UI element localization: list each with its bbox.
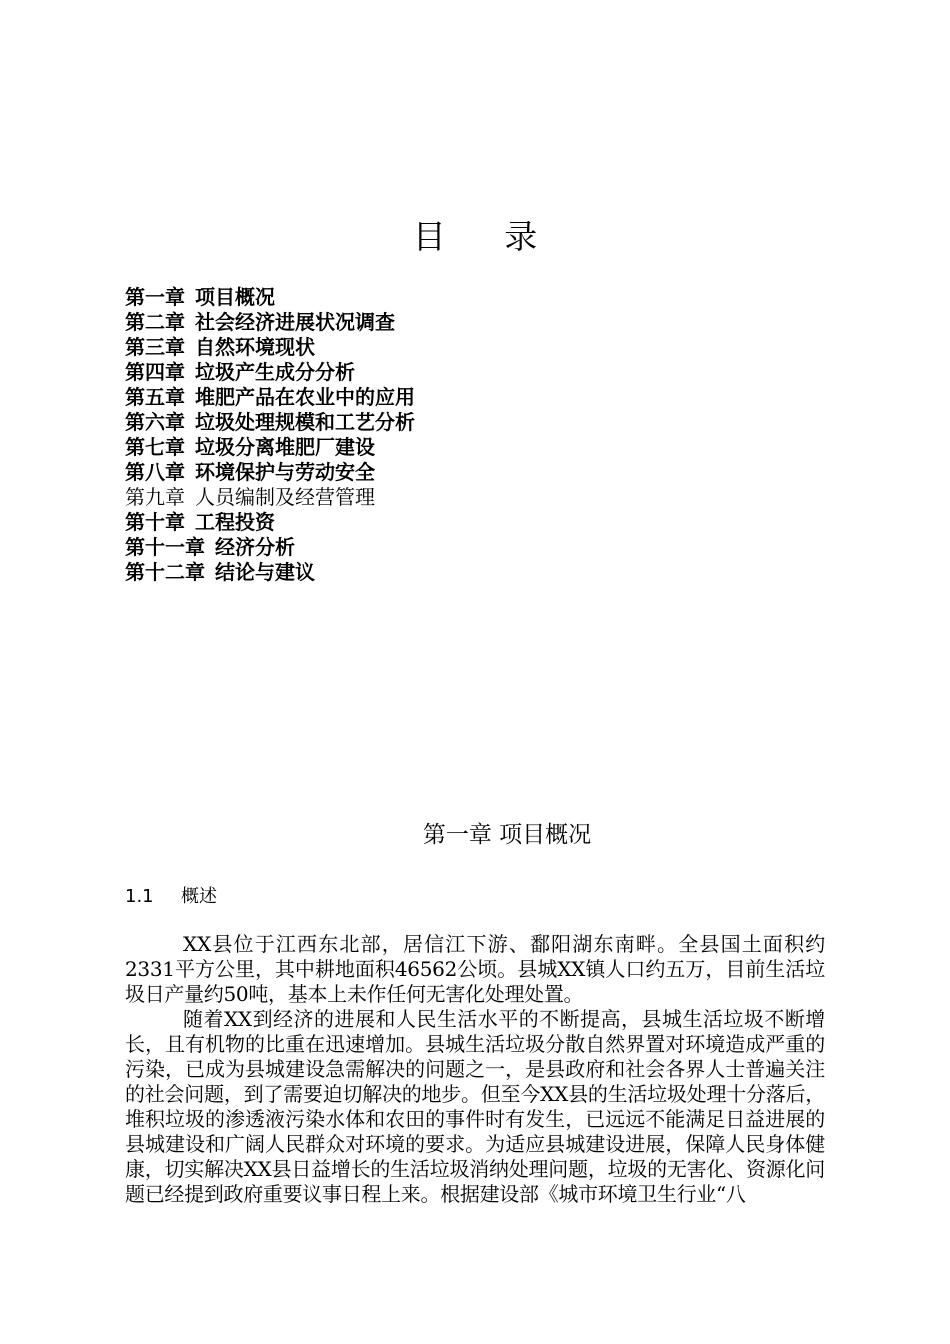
- toc-item: [125, 435, 415, 460]
- toc-item-number: 第八章: [125, 460, 185, 484]
- toc-item-number: 第六章: [125, 410, 185, 434]
- body-text: [125, 932, 825, 1207]
- toc-item-label: 经济分析: [215, 535, 295, 559]
- toc-item: [125, 510, 415, 535]
- paragraph: XX县位于江西东北部，居信江下游、鄱阳湖东南畔。全县国土面积约2331平方公里，其中耕地面积46562公顷。县城XX镇人口约五万，目前生活垃圾日产量约50吨，基本上未作任何无害化处理处置。: [125, 932, 825, 1006]
- toc-item: [125, 410, 415, 435]
- toc-item-number: 第十一章: [125, 535, 205, 559]
- toc-item-label: 项目概况: [195, 285, 275, 309]
- toc-item: [125, 460, 415, 485]
- toc-item-number: 第九章: [125, 485, 185, 509]
- toc-item-label: 工程投资: [195, 510, 275, 534]
- toc-item: [125, 335, 415, 360]
- paragraph: 随着XX到经济的进展和人民生活水平的不断提高，县城生活垃圾不断增长，且有机物的比重在迅速增加。县城生活垃圾分散自然界置对环境造成严重的污染，已成为县城建设急需解决的问题之一，是县政府和社会各界人士普遍关注的社会问题，到了需要迫切解决的地步。但至今XX县的生活垃圾处理十分落后，堆积垃圾的渗透液污染水体和农田的事件时有发生，已远远不能满足日益进展的县城建设和广阔人民群众对环境的要求。为适应县城建设进展，保障人民身体健康，切实解决XX县日益增长的生活垃圾消纳处理问题，垃圾的无害化、资源化问题已经提到政府重要议事日程上来。根据建设部《城市环境卫生行业“八: [125, 1007, 825, 1206]
- toc-item-label: 自然环境现状: [195, 335, 315, 359]
- toc-item-number: 第十章: [125, 510, 185, 534]
- toc-title: 目 录: [412, 217, 562, 256]
- toc-list: [125, 285, 415, 585]
- toc-item-label: 环境保护与劳动安全: [195, 460, 375, 484]
- toc-item-number: 第四章: [125, 360, 185, 384]
- toc-item: [125, 385, 415, 410]
- toc-item-label: 人员编制及经营管理: [195, 485, 375, 509]
- toc-item-number: 第五章: [125, 385, 185, 409]
- toc-item: [125, 285, 415, 310]
- section-title: 概述: [181, 886, 217, 907]
- section-number: 1.1: [125, 886, 154, 907]
- toc-item-label: 堆肥产品在农业中的应用: [195, 385, 415, 409]
- toc-item-label: 垃圾分离堆肥厂建设: [195, 435, 375, 459]
- toc-item: [125, 360, 415, 385]
- toc-item-label: 垃圾处理规模和工艺分析: [195, 410, 415, 434]
- toc-item: [125, 560, 415, 585]
- toc-item: [125, 310, 415, 335]
- toc-item-label: 社会经济进展状况调查: [195, 310, 395, 334]
- toc-item-number: 第十二章: [125, 560, 205, 584]
- chapter-title: 第一章 项目概况: [422, 822, 592, 848]
- toc-item-number: 第一章: [125, 285, 185, 309]
- toc-item-number: 第二章: [125, 310, 185, 334]
- toc-item: [125, 485, 415, 510]
- toc-item-label: 结论与建议: [215, 560, 315, 584]
- section-heading: [125, 883, 217, 911]
- toc-item: [125, 535, 415, 560]
- toc-item-label: 垃圾产生成分分析: [195, 360, 355, 384]
- toc-item-number: 第七章: [125, 435, 185, 459]
- toc-item-number: 第三章: [125, 335, 185, 359]
